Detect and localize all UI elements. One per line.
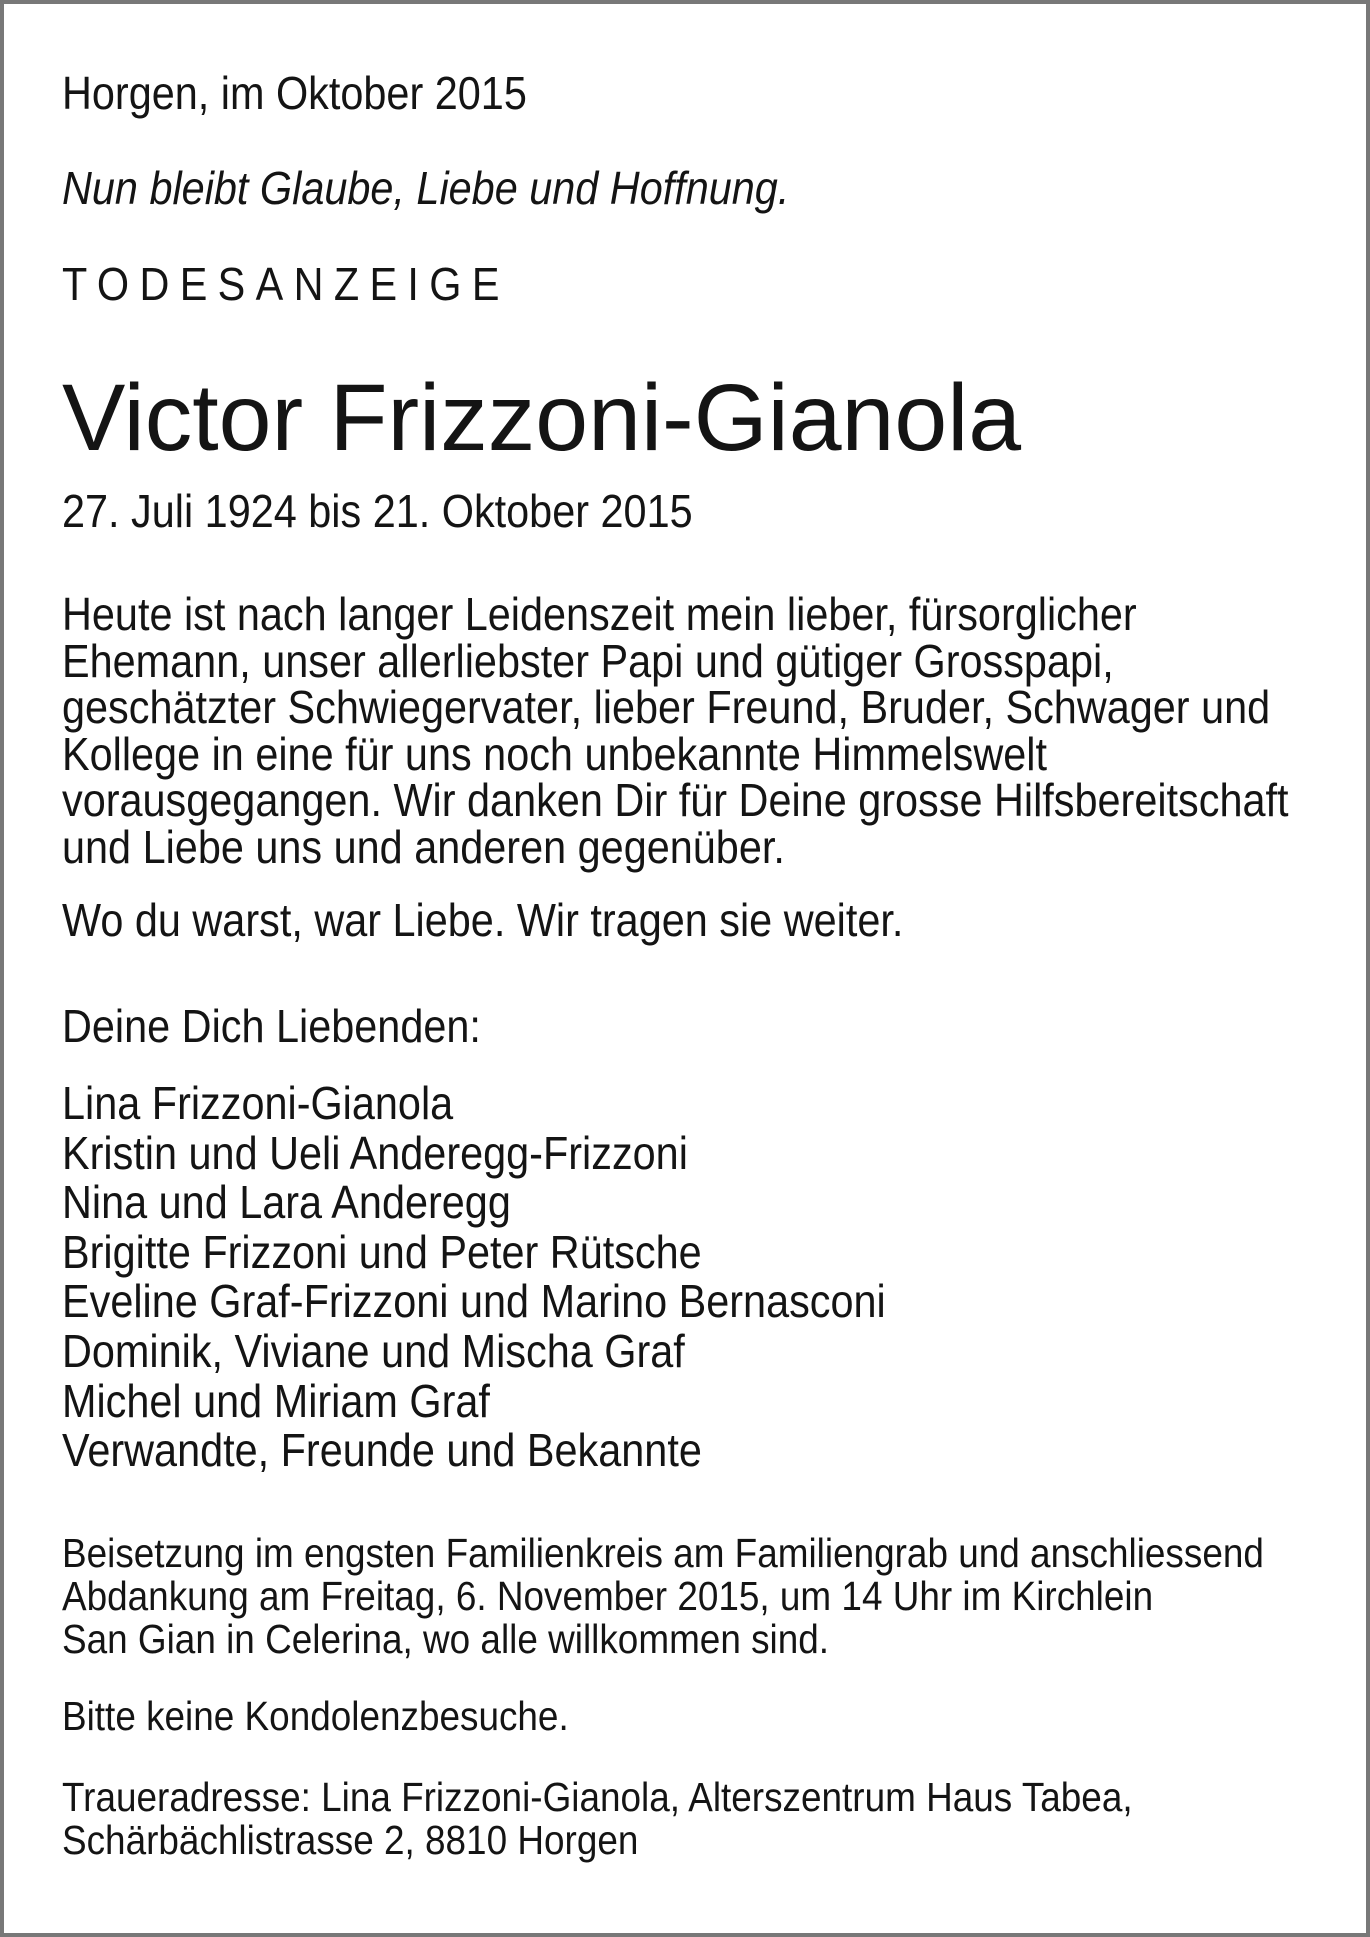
funeral-line: Beisetzung im engsten Familienkreis am Familiengrab und anschliessend bbox=[62, 1529, 1264, 1576]
obituary-line: Kollege in eine für uns noch unbekannte Himmelswelt bbox=[62, 727, 1047, 780]
funeral-line: San Gian in Celerina, wo alle willkommen sind. bbox=[62, 1615, 830, 1662]
funeral-details bbox=[62, 1529, 1264, 1662]
life-dates: 27. Juli 1924 bis 21. Oktober 2015 bbox=[62, 485, 693, 537]
epigraph: Nun bleibt Glaube, Liebe und Hoffnung. bbox=[62, 162, 790, 214]
mourners-list bbox=[62, 1079, 1236, 1476]
condolence-note: Bitte keine Kondolenzbesuche. bbox=[62, 1692, 569, 1739]
dateline: Horgen, im Oktober 2015 bbox=[62, 67, 527, 119]
obituary-line: Heute ist nach langer Leidenszeit mein lieber, fürsorglicher bbox=[62, 588, 1137, 640]
obituary-paragraph bbox=[62, 588, 1289, 873]
mourner-name: Michel und Miriam Graf bbox=[62, 1374, 490, 1427]
notice-type-label: TODESANZEIGE bbox=[62, 258, 510, 310]
mourning-address-line: Schärbächlistrasse 2, 8810 Horgen bbox=[62, 1816, 639, 1863]
mourner-name: Brigitte Frizzoni und Peter Rütsche bbox=[62, 1225, 702, 1278]
obituary-line: und Liebe uns und anderen gegenüber. bbox=[62, 820, 785, 873]
mourner-name: Kristin und Ueli Anderegg-Frizzoni bbox=[62, 1126, 688, 1179]
mourning-address-line: Traueradresse: Lina Frizzoni-Gianola, Alterszentrum Haus Tabea, bbox=[62, 1773, 1133, 1820]
mourner-name: Dominik, Viviane und Mischa Graf bbox=[62, 1324, 685, 1377]
mourning-address bbox=[62, 1773, 1236, 1863]
mourner-name: Verwandte, Freunde und Bekannte bbox=[62, 1424, 702, 1477]
deceased-name: Victor Frizzoni-Gianola bbox=[62, 365, 1022, 471]
funeral-line: Abdankung am Freitag, 6. November 2015, um 14 Uhr im Kirchlein bbox=[62, 1572, 1154, 1619]
mourners-heading: Deine Dich Liebenden: bbox=[62, 1000, 481, 1052]
mourner-name: Eveline Graf-Frizzoni und Marino Bernasconi bbox=[62, 1275, 886, 1328]
mourner-name: Lina Frizzoni-Gianola bbox=[62, 1077, 454, 1129]
obituary-line: geschätzter Schwiegervater, lieber Freund, Bruder, Schwager und bbox=[62, 681, 1271, 733]
obituary-line: vorausgegangen. Wir danken Dir für Deine grosse Hilfsbereitschaft bbox=[62, 774, 1289, 826]
motto: Wo du warst, war Liebe. Wir tragen sie weiter. bbox=[62, 894, 904, 946]
obituary-line: Ehemann, unser allerliebster Papi und gütiger Grosspapi, bbox=[62, 634, 1114, 687]
mourner-name: Nina und Lara Anderegg bbox=[62, 1176, 511, 1229]
